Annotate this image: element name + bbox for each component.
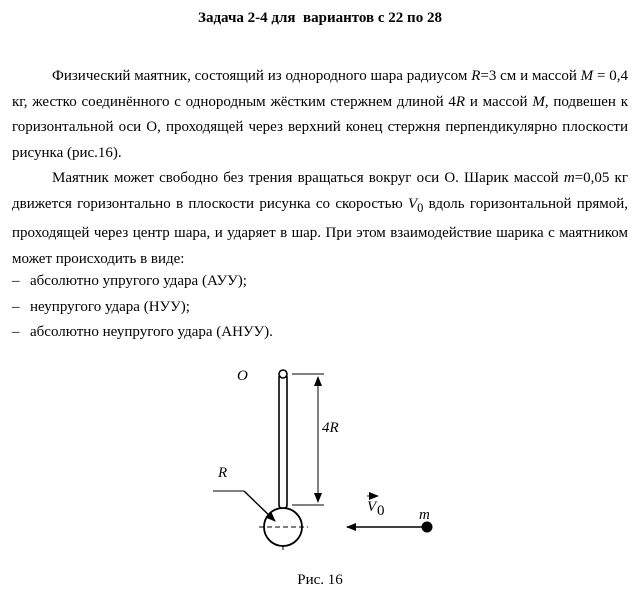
problem-title: Задача 2-4 для вариантов с 22 по 28 bbox=[198, 10, 442, 26]
symbol-R: R bbox=[471, 68, 481, 84]
symbol-V: V bbox=[407, 195, 418, 212]
pendulum-rod bbox=[279, 373, 287, 509]
text-segment: Маятник может свободно без трения вращаться вокруг оси О. Шарик массой bbox=[52, 170, 564, 186]
text-segment: Физический маятник, состоящий из однородного шара радиусом bbox=[52, 68, 472, 84]
text-segment: , подвешен к горизонтальной оси О, проходящей через верхний конец стержня перпендикулярно плоскости рисунка (рис.16). bbox=[12, 93, 629, 161]
list-dash: – bbox=[12, 298, 20, 315]
symbol-M: M bbox=[580, 68, 594, 84]
label-m: m bbox=[419, 507, 430, 523]
symbol-m: m bbox=[563, 170, 575, 186]
symbol-R: R bbox=[455, 93, 466, 110]
list-item bbox=[12, 295, 628, 321]
text-segment: и массой bbox=[465, 93, 533, 110]
text-segment: =0,05 кг движется горизонтально в плоскости рисунка со скоростью bbox=[12, 170, 628, 212]
list-dash: – bbox=[12, 273, 20, 289]
figure-caption: Рис. 16 bbox=[297, 572, 343, 588]
radius-arrow bbox=[244, 491, 275, 521]
paragraph-setup bbox=[12, 64, 628, 166]
projectile-ball-m bbox=[422, 522, 433, 533]
text-segment: =3 см и массой bbox=[480, 68, 581, 84]
pendulum-figure bbox=[0, 360, 640, 598]
list-item-text: неупругого удара (НУУ); bbox=[30, 298, 190, 315]
list-item-text: абсолютно неупругого удара (АНУУ). bbox=[30, 324, 273, 340]
list-item bbox=[12, 320, 628, 346]
list-item bbox=[12, 269, 628, 295]
pivot-axis-O bbox=[279, 370, 287, 378]
text-segment: вдоль горизонтальной прямой, проходящей через центр шара, и ударяет в шар. При этом взаимодействие шарика с маятником может происходить в виде: bbox=[12, 195, 629, 267]
label-R: R bbox=[218, 465, 228, 481]
list-item-text: абсолютно упругого удара (АУУ); bbox=[30, 273, 247, 289]
label-4R: 4R bbox=[322, 420, 339, 436]
paragraph-motion bbox=[12, 166, 628, 272]
symbol-M: M bbox=[532, 93, 545, 110]
label-O: O bbox=[237, 368, 248, 384]
label-V0: V bbox=[367, 499, 377, 515]
text-segment: = 0,4 кг, жестко соединённого с однородным жёстким стержнем длиной 4 bbox=[12, 68, 629, 110]
symbol-V-subscript: 0 bbox=[417, 200, 424, 215]
impact-types-list bbox=[12, 269, 628, 346]
label-V0-subscript: 0 bbox=[377, 503, 385, 519]
list-dash: – bbox=[12, 324, 20, 340]
